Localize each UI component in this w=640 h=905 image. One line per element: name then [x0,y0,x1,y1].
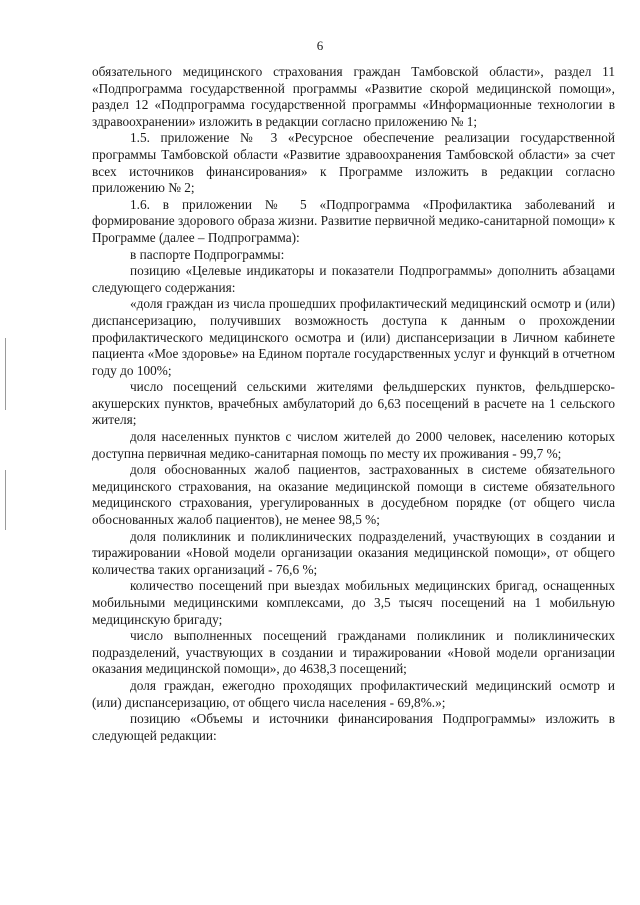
paragraph: в паспорте Подпрограммы: [130,246,285,262]
paragraph: 1.6. в приложении № 5 «Подпрограмма «Профилактика заболеваний и формирование здорового образа жизни. Развитие первичной медико-санитарной помощи» к Программе (далее – Подпрограмма): [92,196,615,245]
paragraph: доля граждан, ежегодно проходящих профилактический медицинский осмотр и (или) диспансеризацию, от общего числа населения - 69,8%.»; [92,677,615,710]
paragraph: позицию «Целевые индикаторы и показатели Подпрограммы» дополнить абзацами следующего содержания: [92,263,615,295]
scan-edge-mark [5,470,6,530]
paragraph: количество посещений при выездах мобильных медицинских бригад, оснащенных мобильными медицинскими комплексами, до 3,5 тысяч посещений на 1 мобильную медицинскую бригаду; [92,578,615,627]
paragraph: число выполненных посещений гражданами поликлиник и поликлинических подразделений, участвующих в создании и тиражировании «Новой модели организации оказания медицинской помощи», до 4638,3 посещений; [92,628,615,677]
paragraph: число посещений сельскими жителями фельдшерских пунктов, фельдшерско-акушерских пунктов, врачебных амбулаторий до 6,63 посещений в расчете на 1 сельского жителя; [92,379,615,428]
page-number: 6 [316,38,324,53]
paragraph: «доля граждан из числа прошедших профилактический медицинский осмотр и (или) диспансеризацию, получивших возможность доступа к данным о прохождении профилактического медицинского осмотра и (или) диспансеризации в Личном кабинете пациента «Мое здоровье» на Едином портале государственных услуг и функций в отчетном году до 100%; [92,296,615,378]
paragraph: доля поликлиник и поликлинических подразделений, участвующих в создании и тиражировании «Новой модели организации оказания медицинской помощи», от общего количества таких организаций - 76,6 %; [92,528,615,577]
document-body [92,64,615,744]
paragraph: обязательного медицинского страхования граждан Тамбовской области», раздел 11 «Подпрограмма государственной программы «Развитие скорой медицинской помощи», раздел 12 «Подпрограмма государственной программы «Информационные технологии в здравоохранении» изложить в редакции согласно приложению № 1; [92,64,615,129]
paragraph: доля обоснованных жалоб пациентов, застрахованных в системе обязательного медицинского страхования, на оказание медицинской помощи в системе обязательного медицинского страхования, урегулированных в досудебном порядке (от общего числа обоснованных жалоб пациентов), не менее 98,5 %; [92,462,615,528]
paragraph: позицию «Объемы и источники финансирования Подпрограммы» изложить в следующей редакции: [92,711,615,743]
paragraph: доля населенных пунктов с числом жителей до 2000 человек, населению которых доступна первичная медико-санитарная помощь по месту их проживания - 99,7 %; [92,429,615,461]
paragraph: 1.5. приложение № 3 «Ресурсное обеспечение реализации государственной программы Тамбовской области «Развитие здравоохранения Тамбовской области» за счет всех источников финансирования» к Программе изложить в редакции согласно приложению № 2; [92,130,615,196]
scan-edge-mark [5,338,6,410]
